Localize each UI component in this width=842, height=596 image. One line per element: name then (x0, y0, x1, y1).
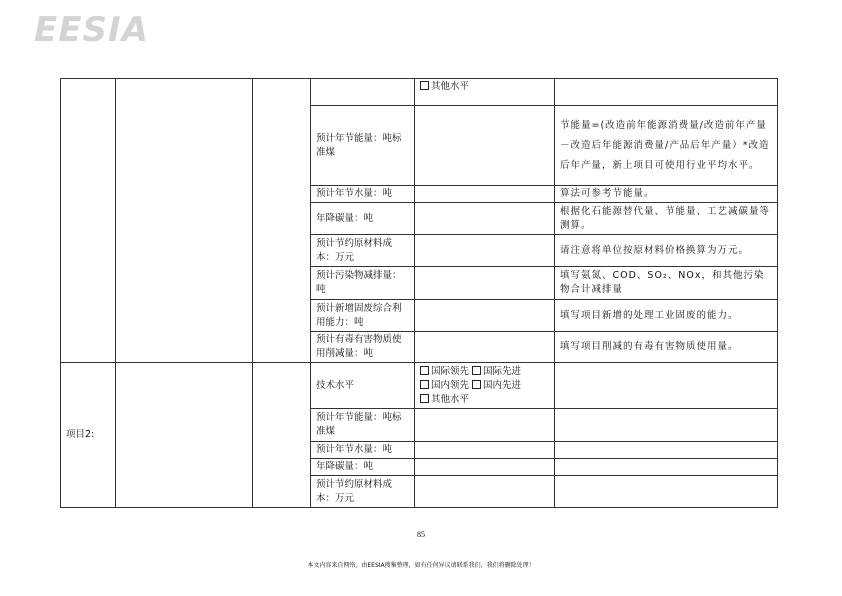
checkbox-dom-leading[interactable] (420, 380, 469, 391)
checkbox-icon (420, 366, 429, 375)
checkbox-icon (420, 394, 429, 403)
note-cell (555, 459, 778, 476)
label-cell: 年降碳量：吨 (311, 459, 415, 476)
note-cell (555, 409, 778, 442)
option-label: 其他水平 (431, 393, 470, 405)
note-cell: 填写项目新增的处理工业固废的能力。 (555, 300, 778, 332)
checkbox-icon (472, 380, 481, 389)
note-cell: 填写项目削减的有毒有害物质使用量。 (555, 332, 778, 363)
checkbox-icon (420, 81, 429, 90)
note-cell: 节能量=(改造前年能源消费量/改造前年产量－改造后年能源消费量/产品后年产量）*改造后年产量，新上项目可使用行业平均水平。 (555, 106, 778, 186)
label-cell: 技术水平 (311, 363, 415, 409)
value-cell[interactable] (415, 409, 555, 442)
table-row (61, 363, 778, 409)
label-cell: 预计年节能量：吨标准煤 (311, 409, 415, 442)
option-label: 国内领先 (431, 379, 470, 391)
label-cell: 预计节约原材料成本：万元 (311, 476, 415, 508)
label-cell: 年降碳量：吨 (311, 203, 415, 235)
note-cell (555, 363, 778, 409)
checkbox-other[interactable] (420, 394, 469, 405)
tech-options-cell (415, 363, 555, 409)
value-cell[interactable] (415, 332, 555, 363)
info-cell (253, 79, 311, 363)
project-table (60, 78, 778, 508)
note-cell: 填写氨氮、COD、SO₂、NOx，和其他污染物合计减排量 (555, 267, 778, 300)
checkbox-intl-leading[interactable] (420, 366, 469, 377)
checkbox-icon (472, 366, 481, 375)
footer-disclaimer: 本文内容来自网络，由EESIA搜集整理，如有任何异议请联系我们，我们将删除处理！ (307, 562, 535, 569)
checkbox-dom-advanced[interactable] (472, 380, 521, 391)
label-cell: 预计新增固废综合利用能力：吨 (311, 300, 415, 332)
option-label: 国际领先 (431, 365, 470, 377)
info-cell (253, 363, 311, 508)
option-label: 其他水平 (431, 81, 470, 92)
project-label: 项目2: (61, 363, 116, 508)
value-cell[interactable] (415, 267, 555, 300)
label-cell (311, 79, 415, 106)
table-row (61, 79, 778, 106)
checkbox-intl-advanced[interactable] (472, 366, 521, 377)
value-cell[interactable] (415, 106, 555, 186)
value-cell[interactable] (415, 300, 555, 332)
value-cell[interactable] (415, 235, 555, 267)
value-cell[interactable] (415, 459, 555, 476)
note-cell (555, 79, 778, 106)
project-cell (61, 79, 116, 363)
note-cell (555, 442, 778, 459)
note-cell: 请注意将单位按原材料价格换算为万元。 (555, 235, 778, 267)
eesia-logo: EESIA (34, 10, 149, 50)
label-cell: 预计年节能量：吨标准煤 (311, 106, 415, 186)
label-cell: 预计有毒有害物质使用削减量：吨 (311, 332, 415, 363)
value-cell[interactable] (415, 186, 555, 203)
label-cell: 预计年节水量：吨 (311, 186, 415, 203)
page-number: 85 (417, 530, 425, 539)
label-cell: 预计节约原材料成本：万元 (311, 235, 415, 267)
value-cell[interactable] (415, 203, 555, 235)
checkbox-other[interactable] (420, 81, 469, 92)
note-cell (555, 476, 778, 508)
name-cell (116, 363, 253, 508)
option-label: 国内先进 (483, 379, 522, 391)
name-cell (116, 79, 253, 363)
tech-options-cell (415, 79, 555, 106)
checkbox-icon (420, 380, 429, 389)
option-label: 国际先进 (483, 365, 522, 377)
note-cell: 算法可参考节能量。 (555, 186, 778, 203)
label-cell: 预计年节水量：吨 (311, 442, 415, 459)
label-cell: 预计污染物减排量：吨 (311, 267, 415, 300)
value-cell[interactable] (415, 442, 555, 459)
value-cell[interactable] (415, 476, 555, 508)
note-cell: 根据化石能源替代量、节能量、工艺减碳量等测算。 (555, 203, 778, 235)
